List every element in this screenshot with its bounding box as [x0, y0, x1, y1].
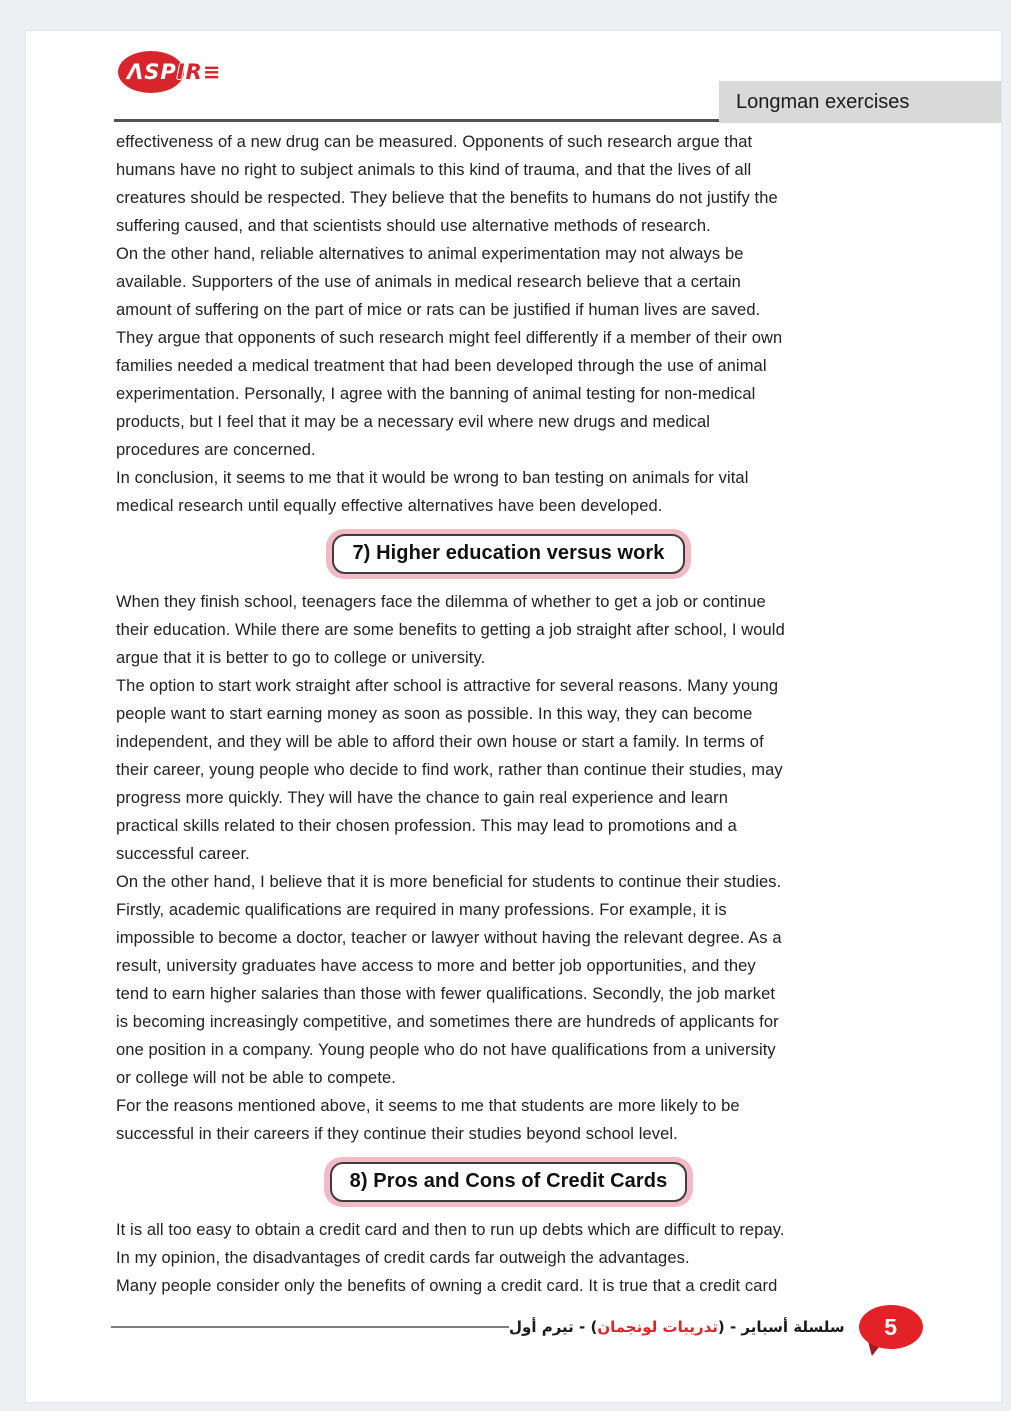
- section-heading: 8) Pros and Cons of Credit Cards: [330, 1162, 688, 1202]
- series-title-suffix: ) - تيرم أول: [509, 1318, 598, 1336]
- page-footer: [111, 1305, 898, 1349]
- paragraph: On the other hand, I believe that it is more beneficial for students to continue their studies. Firstly, academic qualifications are required in many professions. For example, it is impossible to become a doctor, teacher or lawyer without having the relevant degree. As a result, university graduates have access to more and better job opportunities, and they tend to earn higher salaries than those with fewer qualifications. Secondly, the job market is becoming increasingly competitive, and sometimes there are hundreds of applicants for one position in a company. Young people who do not have qualifications from a university or college will not be able to compete.: [116, 873, 782, 1087]
- aspire-logo-text: [127, 60, 221, 84]
- paragraph: effectiveness of a new drug can be measured. Opponents of such research argue that humans have no right to subject animals to this kind of trauma, and that the lives of all creatures should be respected. They believe that the benefits to humans do not justify the suffering caused, and that scientists should use alternative methods of research.: [116, 133, 778, 235]
- paragraph: When they finish school, teenagers face the dilemma of whether to get a job or continue their education. While there are some benefits to getting a job straight after school, I would argue that it is better to go to college or university.: [116, 593, 785, 667]
- series-title-prefix: سلسلة أسباير - (: [717, 1318, 845, 1336]
- series-title-highlight: تدريبات لونجمان: [597, 1318, 718, 1336]
- paragraph: The option to start work straight after school is attractive for several reasons. Many young people want to start earning money as soon as possible. In this way, they can become independent, and they will be able to afford their own house or start a family. In terms of their career, young people who decide to find work, rather than continue their studies, may progress more quickly. They will have the chance to gain real experience and learn practical skills related to their chosen profession. This may lead to promotions and a successful career.: [116, 677, 783, 863]
- page-header: [26, 31, 1001, 127]
- header-tag-label: Longman exercises: [719, 81, 1001, 123]
- page-number-badge: [859, 1305, 923, 1349]
- section-heading-row: [116, 1157, 901, 1207]
- header-divider: [114, 119, 719, 122]
- series-title: [509, 1318, 845, 1336]
- section-heading-box: [326, 529, 690, 579]
- document-page: [25, 30, 1002, 1403]
- paragraph: For the reasons mentioned above, it seems to me that students are more likely to be successful in their careers if they continue their studies beyond school level.: [116, 1097, 740, 1143]
- aspire-logo-text-right: IR≡: [176, 60, 222, 84]
- paragraph: On the other hand, reliable alternatives to animal experimentation may not always be available. Supporters of the use of animals in medical research believe that a certain amount of suffering on the part of mice or rats can be justified if human lives are saved. They argue that opponents of such research might feel differently if a member of their own families needed a medical treatment that had been developed through the use of animal experimentation. Personally, I agree with the banning of animal testing for non-medical products, but I feel that it may be a necessary evil where new drugs and medical procedures are concerned.: [116, 245, 783, 459]
- section-heading-box: [324, 1157, 694, 1207]
- section-heading-row: [116, 529, 901, 579]
- aspire-logo-text-left: ΛSP: [127, 60, 177, 84]
- document-body: [116, 128, 901, 1300]
- paragraph: It is all too easy to obtain a credit card and then to run up debts which are difficult to repay. In my opinion, the disadvantages of credit cards far outweigh the advantages. Many people consider only the benefits of owning a credit card. It is true that a credit card: [116, 1221, 785, 1295]
- paragraph: In conclusion, it seems to me that it would be wrong to ban testing on animals for vital medical research until equally effective alternatives have been developed.: [116, 469, 749, 515]
- page-number: 5: [859, 1305, 923, 1349]
- section-heading: 7) Higher education versus work: [332, 534, 684, 574]
- footer-divider: [111, 1326, 509, 1329]
- aspire-logo: [118, 47, 233, 97]
